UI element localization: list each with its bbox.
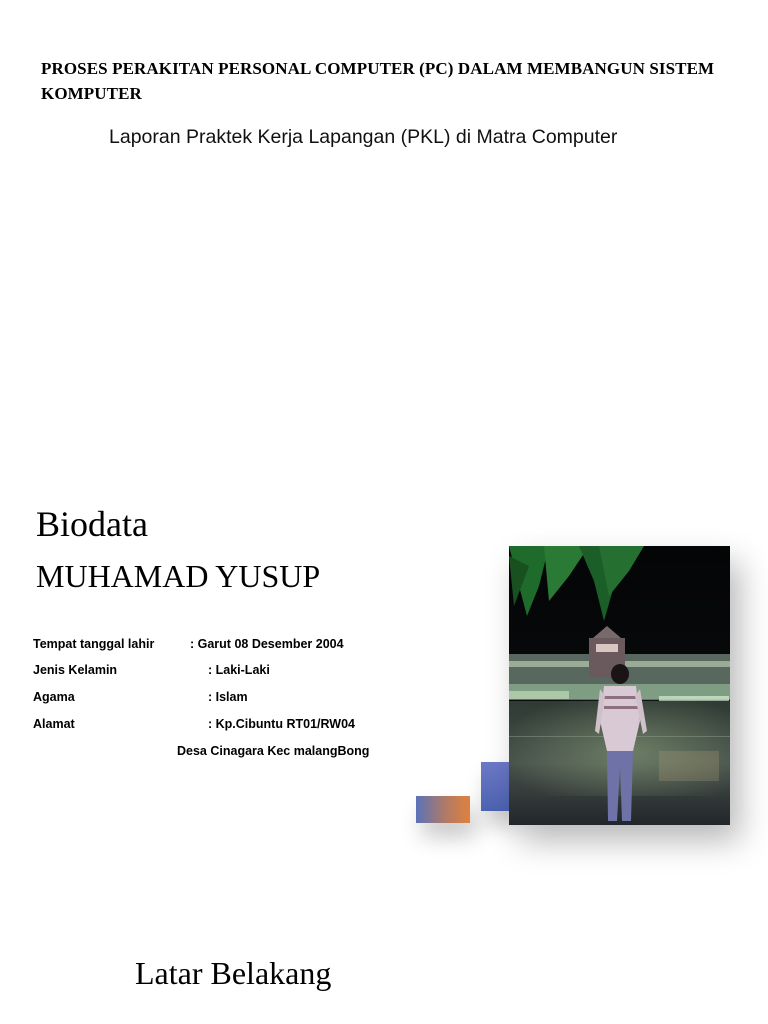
field-label-gender: Jenis Kelamin (33, 663, 118, 677)
field-label-address: Alamat (33, 717, 75, 731)
field-value-religion: : Islam (208, 690, 248, 704)
profile-photo (509, 546, 730, 825)
field-value-address-line2: Desa Cinagara Kec malangBong (177, 744, 370, 758)
document-subtitle: Laporan Praktek Kerja Lapangan (PKL) di Matra Computer (109, 126, 618, 148)
section-heading-latar-belakang: Latar Belakang (135, 955, 332, 991)
field-value-birth: : Garut 08 Desember 2004 (190, 637, 344, 651)
field-label-religion: Agama (33, 690, 75, 704)
field-label-birth: Tempat tanggal lahir (33, 637, 155, 651)
decorative-orange-block (416, 796, 470, 823)
biodata-heading: Biodata (36, 504, 148, 544)
document-title: PROSES PERAKITAN PERSONAL COMPUTER (PC) DALAM MEMBANGUN SISTEM KOMPUTER (41, 59, 715, 103)
field-value-address: : Kp.Cibuntu RT01/RW04 (208, 717, 355, 731)
field-value-gender: : Laki-Laki (208, 663, 270, 677)
student-name: MUHAMAD YUSUP (36, 558, 321, 594)
